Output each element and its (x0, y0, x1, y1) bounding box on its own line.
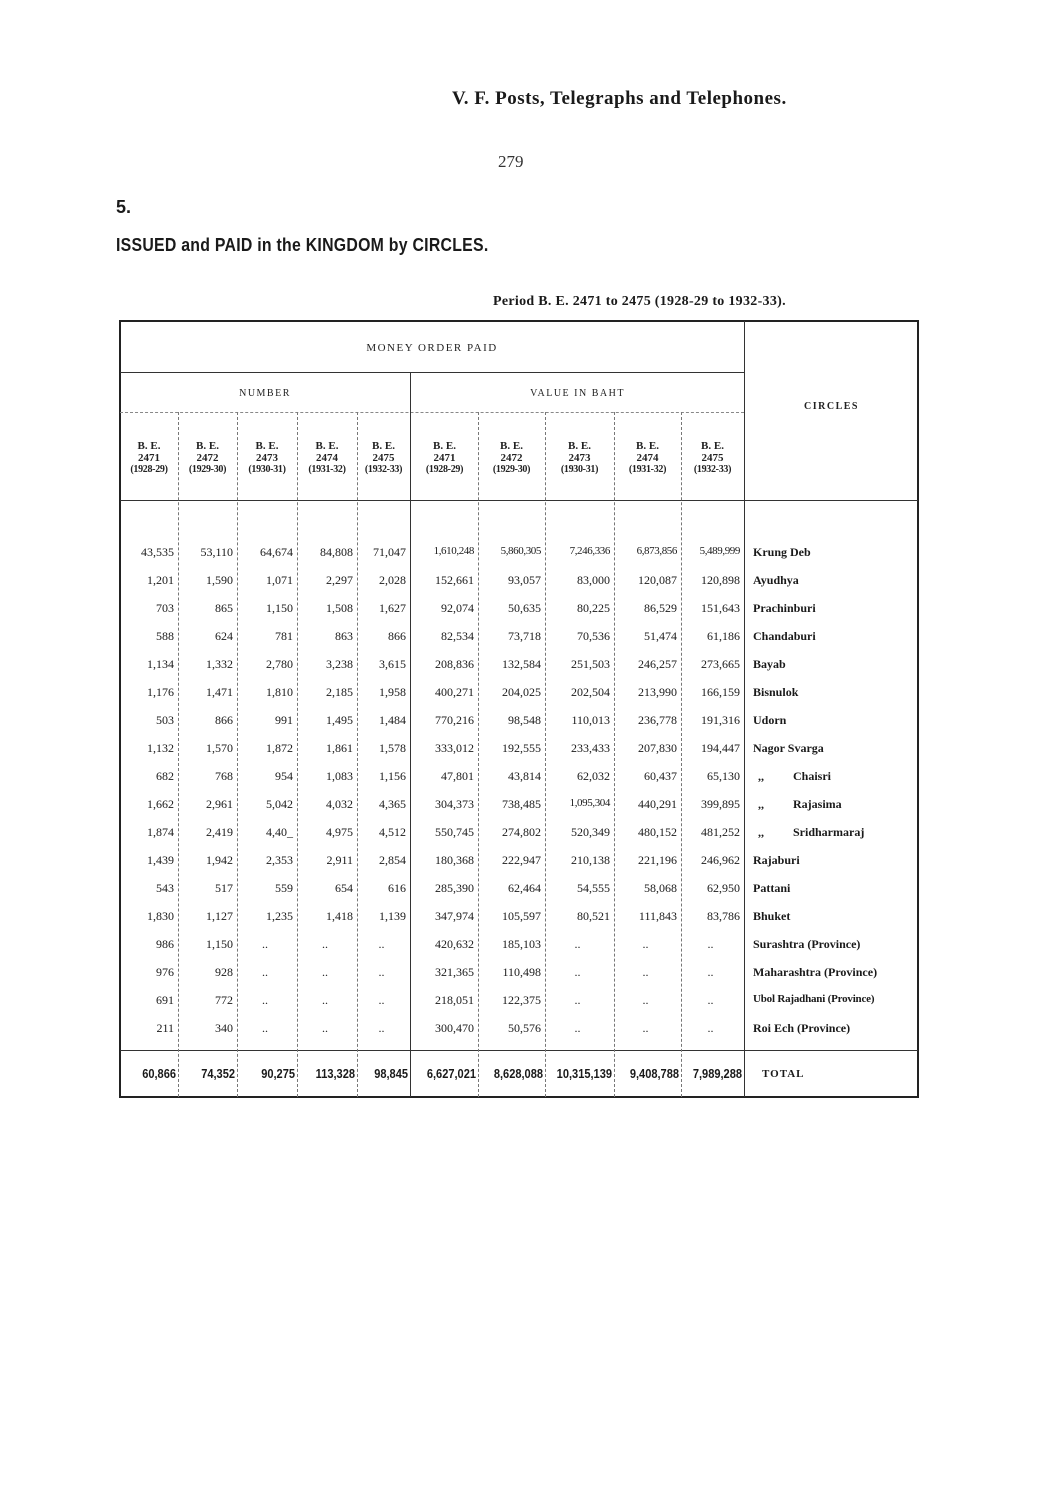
table-cell: 180,368 (435, 853, 474, 867)
table-cell: 54,555 (577, 881, 610, 895)
table-cell: 1,958 (379, 685, 406, 699)
table-cell: 2,419 (206, 825, 233, 839)
table-cell: 98,548 (508, 713, 541, 727)
column-header-year: 2474 (636, 452, 659, 464)
table-cell: 1,627 (379, 601, 406, 615)
table-cell: .. (574, 1021, 581, 1035)
table-cell: 5,042 (266, 797, 293, 811)
table-cell: 6,873,856 (636, 545, 677, 557)
table-cell: .. (378, 993, 385, 1007)
column-header-year: 2472 (196, 452, 219, 464)
table-cell: 246,962 (701, 853, 740, 867)
circle-name: ,, Sridharmaraj (758, 825, 865, 839)
column-header-year: 2471 (138, 452, 160, 464)
table-cell: 1,201 (147, 573, 174, 587)
total-cell: 74,352 (201, 1066, 235, 1081)
circle-name: Bisnulok (753, 685, 799, 699)
table-cell: 122,375 (502, 993, 541, 1007)
table-cell: .. (707, 993, 714, 1007)
table-cell: 62,950 (707, 881, 740, 895)
circle-name: ,, Rajasima (758, 797, 842, 811)
column-header-period: (1931-32) (628, 464, 667, 475)
table-cell: 152,661 (435, 573, 474, 587)
table-cell: 1,134 (147, 657, 174, 671)
circle-name: Roi Ech (Province) (753, 1021, 851, 1035)
table-cell: 781 (275, 629, 293, 643)
table-cell: 53,110 (200, 545, 233, 559)
table-cell: 624 (215, 629, 233, 643)
table-cell: 1,439 (147, 853, 174, 867)
column-header-be: B. E. (255, 440, 279, 452)
table-cell: 1,418 (326, 909, 353, 923)
table-cell: 84,808 (320, 545, 353, 559)
table-cell: 1,830 (147, 909, 174, 923)
table-cell: .. (642, 965, 649, 979)
column-header (478, 440, 545, 476)
column-header-year: 2474 (316, 452, 338, 464)
table-cell: 559 (275, 881, 293, 895)
column-header-be: B. E. (137, 440, 161, 452)
table-cell: 80,225 (577, 601, 610, 615)
table-cell: 420,632 (435, 937, 474, 951)
table-cell: 3,615 (379, 657, 406, 671)
table-cell: 682 (156, 769, 174, 783)
table-cell: 1,132 (147, 741, 174, 755)
table-cell: 4,032 (326, 797, 353, 811)
column-header-year: 2472 (500, 452, 523, 464)
table-cell: 51,474 (644, 629, 677, 643)
total-cell: 6,627,021 (426, 1066, 476, 1081)
column-header-period: (1932-33) (693, 464, 732, 475)
circle-name: Nagor Svarga (753, 741, 824, 755)
table-cell: 616 (388, 881, 406, 895)
header-circles: CIRCLES (804, 401, 859, 412)
table-cell: 2,028 (379, 573, 406, 587)
table-cell: 2,961 (206, 797, 233, 811)
table-cell: 221,196 (638, 853, 677, 867)
table-cell: 543 (156, 881, 174, 895)
table-cell: 80,521 (577, 909, 610, 923)
table-cell: 1,942 (206, 853, 233, 867)
total-cell: 60,866 (142, 1066, 176, 1081)
table-cell: 111,843 (638, 909, 677, 923)
table-cell: .. (707, 1021, 714, 1035)
rule-under-columns (120, 500, 918, 501)
total-cell: 90,275 (261, 1066, 295, 1081)
table-cell: 1,139 (379, 909, 406, 923)
column-header-be: B. E. (433, 440, 456, 452)
table-cell: .. (642, 1021, 649, 1035)
table-cell: 83,786 (707, 909, 740, 923)
table-cell: 1,176 (147, 685, 174, 699)
table-cell: 120,898 (701, 573, 740, 587)
table-cell: 86,529 (644, 601, 677, 615)
page-number: 279 (498, 152, 524, 171)
table-cell: .. (262, 1021, 268, 1035)
total-cell: 9,408,788 (629, 1066, 679, 1081)
column-header (614, 440, 681, 476)
table-cell: 71,047 (373, 545, 406, 559)
table-cell: .. (707, 937, 714, 951)
rule-under-group (120, 372, 744, 373)
header-number: NUMBER (239, 388, 291, 399)
table-cell: 1,471 (206, 685, 233, 699)
table-cell: 1,810 (266, 685, 293, 699)
table-cell: 70,536 (577, 629, 610, 643)
table-cell: 285,390 (435, 881, 474, 895)
table-cell: 654 (335, 881, 353, 895)
table-cell: 321,365 (435, 965, 474, 979)
header-value-in-baht: VALUE IN BAHT (530, 388, 625, 399)
table-cell: 5,860,305 (500, 545, 541, 557)
table-cell: .. (574, 993, 581, 1007)
table-cell: 65,130 (707, 769, 740, 783)
rule-circles-column (744, 321, 745, 1097)
table-cell: 1,235 (266, 909, 293, 923)
table-cell: .. (707, 965, 714, 979)
table-cell: 1,508 (326, 601, 353, 615)
table-cell: 1,332 (206, 657, 233, 671)
table-cell: .. (322, 993, 328, 1007)
table-cell: 2,185 (326, 685, 353, 699)
table-cell: 1,495 (326, 713, 353, 727)
table-cell: 1,071 (266, 573, 293, 587)
table-cell: 1,156 (379, 769, 406, 783)
column-header (237, 440, 297, 476)
table-cell: 194,447 (701, 741, 740, 755)
table-cell: 93,057 (508, 573, 541, 587)
table-cell: 520,349 (571, 825, 610, 839)
table-cell: 340 (215, 1021, 233, 1035)
table-cell: 1,861 (326, 741, 353, 755)
section-title: V. F. Posts, Telegraphs and Telephones. (452, 88, 787, 109)
rule-under-subgroup (120, 412, 744, 413)
table-cell: 2,353 (266, 853, 293, 867)
table-cell: 768 (215, 769, 233, 783)
column-header-period: (1929-30) (188, 464, 227, 475)
table-cell: 517 (215, 881, 233, 895)
table-cell: .. (642, 937, 649, 951)
table-cell: 399,895 (701, 797, 740, 811)
table-cell: 3,238 (326, 657, 353, 671)
table-cell: .. (262, 965, 268, 979)
table-cell: 207,830 (638, 741, 677, 755)
table-cell: 62,032 (577, 769, 610, 783)
table-cell: 43,535 (141, 545, 174, 559)
circle-name: Krung Deb (753, 545, 811, 559)
table-cell: .. (574, 965, 581, 979)
header-money-order-paid: MONEY ORDER PAID (366, 342, 498, 354)
table-cell: 60,437 (644, 769, 677, 783)
table-cell: 2,297 (326, 573, 353, 587)
table-cell: 185,103 (502, 937, 541, 951)
circle-name: Bhuket (753, 909, 791, 923)
table-cell: 61,186 (707, 629, 740, 643)
table-cell: 58,068 (644, 881, 677, 895)
table-cell: 928 (215, 965, 233, 979)
table-cell: .. (262, 993, 268, 1007)
table-cell: 1,872 (266, 741, 293, 755)
column-header-period: (1931-32) (308, 464, 346, 475)
table-cell: 481,252 (701, 825, 740, 839)
circle-name: Bayab (753, 657, 786, 671)
table-cell: 191,316 (701, 713, 740, 727)
column-header (357, 440, 410, 476)
table-cell: 347,974 (435, 909, 474, 923)
table-cell: 202,504 (571, 685, 610, 699)
table-cell: 703 (156, 601, 174, 615)
column-header (297, 440, 357, 476)
circle-name: Ayudhya (753, 573, 799, 587)
rule-above-total (120, 1050, 918, 1051)
table-cell: 772 (215, 993, 233, 1007)
table-cell: 222,947 (502, 853, 541, 867)
table-cell: 4,40_ (266, 825, 293, 839)
total-cell: 98,845 (374, 1066, 408, 1081)
column-header (178, 440, 237, 476)
table-cell: 50,635 (508, 601, 541, 615)
table-number: 5. (116, 197, 132, 217)
table-cell: 738,485 (502, 797, 541, 811)
circle-name: Udorn (753, 713, 787, 727)
table-cell: 400,271 (435, 685, 474, 699)
table-cell: 300,470 (435, 1021, 474, 1035)
column-header-be: B. E. (701, 440, 724, 452)
table-cell: 1,590 (206, 573, 233, 587)
table-cell: 866 (215, 713, 233, 727)
table-cell: 204,025 (502, 685, 541, 699)
column-header-be: B. E. (372, 440, 395, 452)
table-cell: 1,127 (206, 909, 233, 923)
table-cell: 770,216 (435, 713, 474, 727)
table-cell: 2,780 (266, 657, 293, 671)
table-cell: 691 (156, 993, 174, 1007)
table-cell: .. (262, 937, 268, 951)
column-header-year: 2475 (701, 452, 724, 464)
column-header (681, 440, 744, 476)
table-cell: 151,643 (701, 601, 740, 615)
table-cell: 82,534 (441, 629, 474, 643)
table-cell: .. (574, 937, 581, 951)
column-header (411, 440, 478, 476)
table-cell: 440,291 (638, 797, 677, 811)
column-header-year: 2471 (433, 452, 456, 464)
table-cell: 588 (156, 629, 174, 643)
table-cell: .. (378, 937, 385, 951)
table-cell: 218,051 (435, 993, 474, 1007)
table-cell: .. (378, 1021, 385, 1035)
table-cell: 83,000 (577, 573, 610, 587)
column-header-year: 2473 (256, 452, 278, 464)
table-cell: 73,718 (508, 629, 541, 643)
table-cell: 7,246,336 (569, 545, 610, 557)
table-cell: 236,778 (638, 713, 677, 727)
table-cell: 991 (275, 713, 293, 727)
table-cell: 986 (156, 937, 174, 951)
column-header-be: B. E. (636, 440, 659, 452)
circle-name: ,, Chaisri (758, 769, 832, 783)
table-cell: 954 (275, 769, 293, 783)
column-header-be: B. E. (568, 440, 591, 452)
circle-name: Maharashtra (Province) (753, 965, 878, 979)
table-cell: 50,576 (508, 1021, 541, 1035)
table-cell: 213,990 (638, 685, 677, 699)
table-cell: 274,802 (502, 825, 541, 839)
column-header-period: (1932-33) (364, 464, 403, 475)
table-cell: 1,484 (379, 713, 406, 727)
table-cell: 4,975 (326, 825, 353, 839)
total-cell: 113,328 (315, 1066, 355, 1081)
column-header-period: (1930-31) (248, 464, 286, 475)
column-header-period: (1928-29) (130, 464, 168, 475)
table-cell: 1,083 (326, 769, 353, 783)
table-cell: .. (322, 965, 328, 979)
table-cell: 132,584 (502, 657, 541, 671)
table-cell: 863 (335, 629, 353, 643)
table-cell: 105,597 (502, 909, 541, 923)
table-cell: .. (322, 1021, 328, 1035)
table-cell: 110,013 (571, 713, 610, 727)
table-cell: 333,012 (435, 741, 474, 755)
table-cell: 1,095,304 (569, 797, 610, 809)
table-cell: 273,665 (701, 657, 740, 671)
column-header (545, 440, 614, 476)
column-header-year: 2473 (568, 452, 591, 464)
total-cell: 7,989,288 (692, 1066, 742, 1081)
table-cell: 210,138 (571, 853, 610, 867)
column-header-be: B. E. (500, 440, 523, 452)
table-cell: 120,087 (638, 573, 677, 587)
total-label: TOTAL (762, 1068, 805, 1080)
rule-number-value-split (410, 372, 411, 1097)
table-cell: 208,836 (435, 657, 474, 671)
table-frame (119, 320, 919, 1098)
column-header (120, 440, 178, 476)
table-cell: 865 (215, 601, 233, 615)
total-cell: 8,628,088 (493, 1066, 543, 1081)
column-header-period: (1929-30) (492, 464, 531, 475)
table-cell: 2,854 (379, 853, 406, 867)
table-cell: 1,150 (266, 601, 293, 615)
period-caption: Period B. E. 2471 to 2475 (1928-29 to 1932-33). (493, 294, 786, 309)
table-cell: 5,489,999 (699, 545, 740, 557)
table-cell: 866 (388, 629, 406, 643)
circle-name: Prachinburi (753, 601, 816, 615)
circle-name: Rajaburi (753, 853, 800, 867)
table-cell: 550,745 (435, 825, 474, 839)
table-cell: 62,464 (508, 881, 541, 895)
table-cell: 211 (156, 1021, 174, 1035)
table-cell: 192,555 (502, 741, 541, 755)
circle-name: Pattani (753, 881, 791, 895)
table-cell: 64,674 (260, 545, 293, 559)
table-cell: 110,498 (502, 965, 541, 979)
table-cell: 304,373 (435, 797, 474, 811)
table-cell: 4,365 (379, 797, 406, 811)
column-header-period: (1930-31) (560, 464, 599, 475)
circle-name: Surashtra (Province) (753, 937, 861, 951)
total-cell: 10,315,139 (556, 1066, 612, 1081)
table-cell: .. (378, 965, 385, 979)
table-cell: 251,503 (571, 657, 610, 671)
table-cell: 2,911 (326, 853, 353, 867)
table-cell: 43,814 (508, 769, 541, 783)
table-cell: 1,610,248 (433, 545, 474, 557)
table-cell: 976 (156, 965, 174, 979)
table-cell: 4,512 (379, 825, 406, 839)
table-cell: 47,801 (441, 769, 474, 783)
table-cell: 503 (156, 713, 174, 727)
table-cell: 246,257 (638, 657, 677, 671)
column-header-be: B. E. (315, 440, 339, 452)
circle-name: Ubol Rajadhani (Province) (753, 993, 875, 1005)
table-cell: 233,433 (571, 741, 610, 755)
table-cell: 1,570 (206, 741, 233, 755)
table-cell: 166,159 (701, 685, 740, 699)
table-cell: 1,150 (206, 937, 233, 951)
table-cell: 92,074 (441, 601, 474, 615)
table-cell: 1,874 (147, 825, 174, 839)
column-header-period: (1928-29) (425, 464, 464, 475)
table-cell: .. (642, 993, 649, 1007)
column-header-be: B. E. (196, 440, 219, 452)
table-cell: 1,578 (379, 741, 406, 755)
table-cell: 480,152 (638, 825, 677, 839)
table-cell: .. (322, 937, 328, 951)
circle-name: Chandaburi (753, 629, 816, 643)
table-title: ISSUED and PAID in the KINGDOM by CIRCLES. (116, 235, 489, 255)
column-header-year: 2475 (372, 452, 395, 464)
table-cell: 1,662 (147, 797, 174, 811)
